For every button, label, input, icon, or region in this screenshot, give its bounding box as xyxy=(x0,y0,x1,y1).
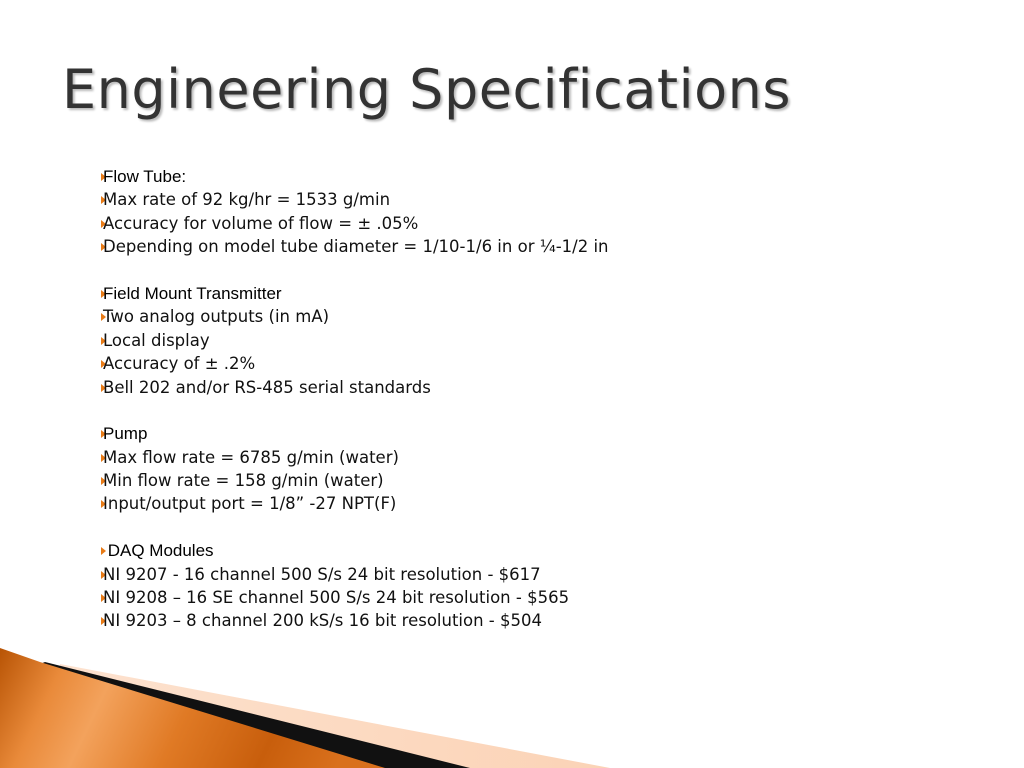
list-item xyxy=(80,282,980,305)
list-item xyxy=(80,563,980,586)
list-item xyxy=(80,305,980,328)
list-spacer xyxy=(80,516,980,539)
bullet-text: Accuracy of ± .2% xyxy=(103,354,256,374)
list-spacer xyxy=(80,399,980,422)
bullet-text: Two analog outputs (in mA) xyxy=(103,307,330,327)
section-heading-daq-modules: DAQ Modules xyxy=(103,541,214,561)
bullet-text: Max flow rate = 6785 g/min (water) xyxy=(103,447,399,467)
list-item xyxy=(80,422,980,445)
list-spacer xyxy=(80,259,980,282)
bullet-text: Max rate of 92 kg/hr = 1533 g/min xyxy=(103,190,391,210)
bullet-text: Local display xyxy=(103,330,210,350)
bullet-text: NI 9208 – 16 SE channel 500 S/s 24 bit resolution - $565 xyxy=(103,588,570,608)
slide-title: Engineering Specifications xyxy=(62,58,792,121)
list-item xyxy=(80,329,980,352)
section-heading-field-mount-transmitter: Field Mount Transmitter xyxy=(103,283,282,303)
section-heading-flow-tube: Flow Tube: xyxy=(103,167,187,186)
list-item xyxy=(80,165,980,188)
list-item xyxy=(80,609,980,632)
bullet-text: Input/output port = 1/8” -27 NPT(F) xyxy=(103,494,397,514)
list-item xyxy=(80,492,980,515)
list-item xyxy=(80,212,980,235)
list-item xyxy=(80,352,980,375)
list-item xyxy=(80,586,980,609)
section-heading-pump: Pump xyxy=(103,424,148,444)
list-item xyxy=(80,469,980,492)
list-item xyxy=(80,235,980,258)
list-item xyxy=(80,446,980,469)
bullet-text: Depending on model tube diameter = 1/10-1/6 in or ¼-1/2 in xyxy=(103,237,609,257)
bullet-text: NI 9207 - 16 channel 500 S/s 24 bit resolution - $617 xyxy=(103,564,541,584)
decorative-corner-stripes xyxy=(0,640,1024,768)
bullet-text: Min flow rate = 158 g/min (water) xyxy=(103,471,384,491)
bullet-list xyxy=(80,165,980,633)
list-item xyxy=(80,188,980,211)
bullet-text: Accuracy for volume of flow = ± .05% xyxy=(103,213,419,233)
list-item xyxy=(80,376,980,399)
bullet-text: Bell 202 and/or RS-485 serial standards xyxy=(103,377,431,397)
list-item xyxy=(80,539,980,562)
bullet-text: NI 9203 – 8 channel 200 kS/s 16 bit resolution - $504 xyxy=(103,611,542,631)
